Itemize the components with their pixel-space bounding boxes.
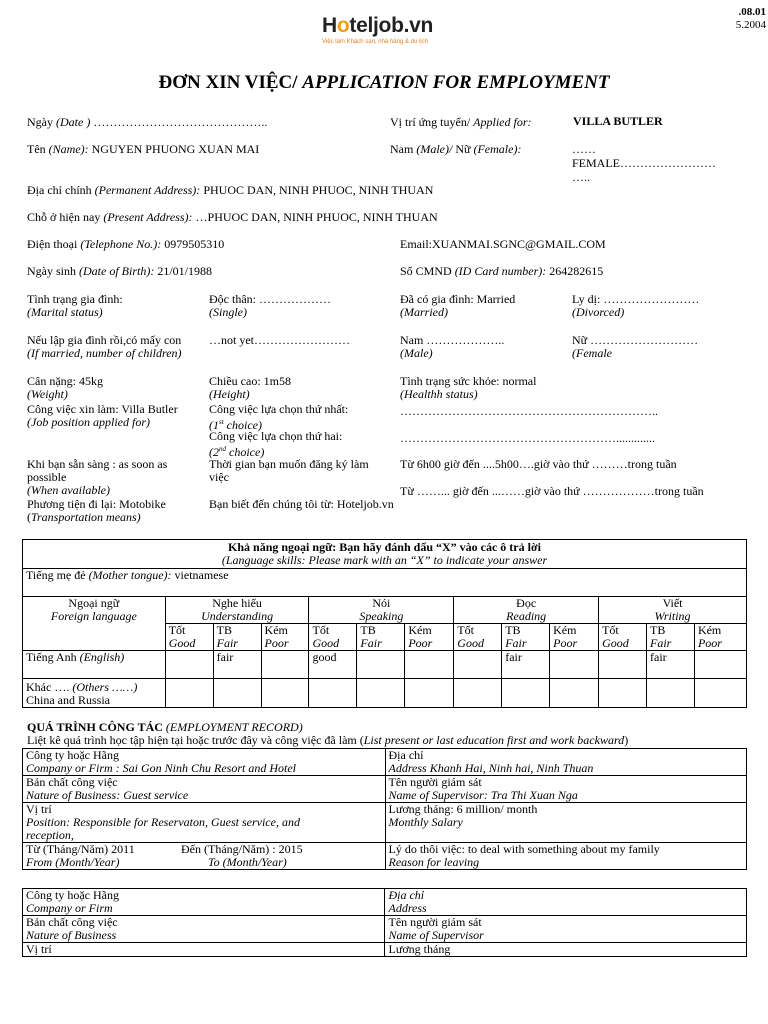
form-code-line1: .08.01 bbox=[738, 6, 766, 18]
date-value: …………………………………….. bbox=[90, 115, 268, 129]
gender-male-vn: Nam bbox=[390, 142, 417, 156]
other-cell bbox=[261, 679, 309, 708]
record1-supervisor bbox=[385, 776, 747, 803]
level-good-vn: Tốt bbox=[602, 623, 619, 637]
record1-row-dates bbox=[23, 843, 747, 870]
other-language-row bbox=[23, 679, 747, 708]
instructions-close: ) bbox=[624, 733, 629, 747]
other-language-value: China and Russia bbox=[26, 693, 110, 707]
record1-nature bbox=[23, 776, 386, 803]
other-cell bbox=[550, 679, 599, 708]
source-field: Bạn biết đến chúng tôi từ: Hoteljob.vn bbox=[209, 497, 394, 511]
employment-record-1 bbox=[22, 748, 747, 870]
other-cell bbox=[405, 679, 454, 708]
record1-company bbox=[23, 749, 386, 776]
level-poor bbox=[550, 624, 599, 651]
second-choice-label: Công việc lựa chọn thứ hai: bbox=[209, 429, 343, 443]
language-header-vn: Khả năng ngoại ngữ: Bạn hãy đánh dấu “X” vào các ô trả lời bbox=[228, 540, 541, 554]
record1-supervisor-en: Name of Supervisor: Tra Thi Xuan Nga bbox=[388, 788, 578, 802]
health-label-en: (Healthh status) bbox=[400, 387, 478, 401]
skill-understanding-en: Understanding bbox=[201, 609, 274, 623]
other-language-vn: Khác …. bbox=[26, 680, 73, 694]
record1-row-nature bbox=[23, 776, 747, 803]
english-cell bbox=[454, 651, 502, 679]
record1-position bbox=[23, 803, 386, 843]
level-good-vn: Tốt bbox=[168, 623, 186, 637]
gender-label bbox=[390, 143, 521, 156]
record2-row-company bbox=[23, 889, 747, 916]
second-choice-en-pre: (2 bbox=[209, 445, 219, 459]
logo-text-o: o bbox=[336, 14, 350, 37]
record2-nature-vn: Bản chất công việc bbox=[26, 915, 118, 929]
record2-supervisor bbox=[385, 916, 747, 943]
gender-value: FEMALE…………………… bbox=[572, 156, 716, 170]
record1-nature-en: Nature of Business: Guest service bbox=[26, 788, 189, 802]
height-field: Chiều cao: 1m58 bbox=[209, 374, 291, 388]
other-cell bbox=[357, 679, 405, 708]
record1-salary bbox=[385, 803, 747, 843]
level-poor-vn: Kém bbox=[408, 623, 432, 637]
foreign-language-vn: Ngoại ngữ bbox=[68, 596, 120, 610]
gender-female-en: (Female): bbox=[473, 142, 522, 156]
married-option: Đã có gia đình: Married bbox=[400, 292, 516, 306]
record1-row-company bbox=[23, 749, 747, 776]
english-cell bbox=[405, 651, 454, 679]
level-fair-en: Fair bbox=[650, 636, 672, 650]
employment-title-en: (EMPLOYMENT RECORD) bbox=[165, 720, 303, 734]
skill-speaking-en: Speaking bbox=[359, 609, 404, 623]
working-time-label-2: việc bbox=[209, 470, 229, 484]
other-cell bbox=[309, 679, 357, 708]
mother-tongue-label: Tiếng mẹ đẻ bbox=[26, 568, 89, 582]
first-choice-value: ……………………………………………………….. bbox=[400, 404, 658, 418]
level-fair-vn: TB bbox=[650, 623, 666, 637]
language-header-en: (Language skills: Please mark with an “X” to indicate your answer bbox=[221, 553, 548, 567]
single-option-en: (Single) bbox=[209, 305, 247, 319]
level-good-vn: Tốt bbox=[312, 623, 330, 637]
phone-field bbox=[27, 238, 224, 251]
marital-label-en: (Marital status) bbox=[27, 305, 103, 319]
present-label: Chỗ ở hiện nay bbox=[27, 210, 104, 224]
level-poor-en: Poor bbox=[408, 636, 433, 650]
availability-field: Khi bạn sẵn sàng : as soon as bbox=[27, 457, 168, 471]
job-applied: Công việc xin làm: Villa Butler bbox=[27, 402, 178, 416]
record1-to-en: To (Month/Year) bbox=[208, 855, 287, 869]
perm-label: Địa chỉ chính bbox=[27, 183, 95, 197]
position-label-en: Applied for: bbox=[473, 115, 532, 129]
position-label bbox=[390, 116, 532, 129]
record2-nature bbox=[23, 916, 385, 943]
divorced-option: Ly dị: …………………… bbox=[572, 292, 700, 306]
record1-position-vn: Vị trí bbox=[26, 802, 52, 816]
english-cell: fair bbox=[213, 651, 261, 679]
other-cell bbox=[502, 679, 550, 708]
availability-label-en: (When available) bbox=[27, 483, 110, 497]
record1-row-position bbox=[23, 803, 747, 843]
other-language-label bbox=[23, 679, 166, 708]
record2-salary: Lương tháng bbox=[385, 943, 747, 957]
name-field bbox=[27, 143, 259, 156]
mother-tongue-value: vietnamese bbox=[171, 568, 229, 582]
level-poor bbox=[694, 624, 746, 651]
record1-from-vn: Từ (Tháng/Năm) 2011 bbox=[26, 842, 135, 856]
record1-company-vn: Công ty hoặc Hãng bbox=[26, 748, 119, 762]
level-fair-en: Fair bbox=[360, 636, 382, 650]
record2-row-nature bbox=[23, 916, 747, 943]
children-label-en: (If married, number of children) bbox=[27, 346, 182, 360]
english-label bbox=[23, 651, 166, 679]
children-value: …not yet…………………… bbox=[209, 333, 350, 347]
title-vn: ĐƠN XIN VIỆC/ bbox=[158, 72, 303, 93]
transport-en: Transportation means) bbox=[31, 510, 141, 524]
record2-supervisor-vn: Tên người giám sát bbox=[388, 915, 482, 929]
skill-understanding bbox=[165, 597, 309, 624]
transport-paren: ( bbox=[27, 510, 31, 524]
english-cell: fair bbox=[647, 651, 695, 679]
skill-understanding-vn: Nghe hiểu bbox=[212, 596, 262, 610]
level-poor-en: Poor bbox=[697, 636, 722, 650]
second-choice-en-post: choice) bbox=[226, 445, 265, 459]
weight-label-en: (Weight) bbox=[27, 387, 68, 401]
date-field bbox=[27, 116, 267, 129]
level-fair bbox=[213, 624, 261, 651]
level-good-en: Good bbox=[168, 636, 196, 650]
second-choice-en-sup: nd bbox=[219, 445, 226, 453]
record2-address-vn: Địa chỉ bbox=[388, 888, 425, 902]
english-cell bbox=[357, 651, 405, 679]
record1-reason-en: Reason for leaving bbox=[388, 855, 480, 869]
other-language-en: (Others ……) bbox=[72, 680, 138, 694]
first-choice-en-post: choice) bbox=[223, 418, 262, 432]
job-applied-en: (Job position applied for) bbox=[27, 415, 150, 429]
phone-value: 0979505310 bbox=[161, 237, 225, 251]
name-label-en: (Name): bbox=[48, 142, 89, 156]
logo-text-h: H bbox=[322, 14, 337, 37]
form-code-line2: 5.2004 bbox=[735, 19, 766, 31]
level-good bbox=[309, 624, 357, 651]
present-address bbox=[27, 211, 438, 224]
record1-salary-vn: Lương tháng: 6 million/ month bbox=[388, 802, 538, 816]
employment-record-2 bbox=[22, 888, 747, 957]
gender-dots-2: ….. bbox=[572, 170, 590, 184]
mother-tongue-cell bbox=[23, 569, 747, 597]
working-time-row-1: Từ 6h00 giờ đến ....5h00….giờ vào thứ ………trong tuần bbox=[400, 457, 677, 471]
gender-male-en: (Male)/ bbox=[416, 142, 456, 156]
foreign-language-en: Foreign language bbox=[50, 609, 137, 623]
english-cell bbox=[261, 651, 309, 679]
other-cell bbox=[694, 679, 746, 708]
gender-female-vn: Nữ bbox=[455, 142, 474, 156]
page-title bbox=[0, 72, 768, 94]
record1-salary-en: Monthly Salary bbox=[388, 815, 463, 829]
title-en: APPLICATION FOR EMPLOYMENT bbox=[302, 72, 610, 93]
skill-writing bbox=[599, 597, 747, 624]
record2-company-vn: Công ty hoặc Hãng bbox=[26, 888, 119, 902]
skill-header-row bbox=[23, 597, 747, 624]
phone-label: Điện thoại bbox=[27, 237, 81, 251]
level-fair bbox=[502, 624, 550, 651]
availability-field-2: possible bbox=[27, 470, 67, 484]
position-value: VILLA BUTLER bbox=[573, 114, 663, 128]
dob-value: 21/01/1988 bbox=[154, 264, 212, 278]
record1-address-en: Address Khanh Hai, Ninh hai, Ninh Thuan bbox=[388, 761, 594, 775]
height-label-en: (Height) bbox=[209, 387, 250, 401]
id-card-field bbox=[400, 265, 603, 278]
english-row bbox=[23, 651, 747, 679]
mother-tongue-row bbox=[23, 569, 747, 597]
english-label-vn: Tiếng Anh bbox=[26, 650, 80, 664]
skill-writing-en: Writing bbox=[654, 609, 691, 623]
english-label-en: (English) bbox=[79, 650, 125, 664]
level-fair-vn: TB bbox=[505, 623, 521, 637]
record1-nature-vn: Bản chất công việc bbox=[26, 775, 118, 789]
dob-label-en: (Date of Birth): bbox=[79, 264, 155, 278]
position-label-vn: Vị trí ứng tuyển/ bbox=[390, 115, 474, 129]
language-header-row bbox=[23, 540, 747, 569]
english-cell bbox=[550, 651, 599, 679]
level-poor bbox=[261, 624, 309, 651]
mother-tongue-label-en: (Mother tongue): bbox=[88, 568, 172, 582]
level-poor-vn: Kém bbox=[697, 623, 722, 637]
english-cell bbox=[165, 651, 213, 679]
name-value: NGUYEN PHUONG XUAN MAI bbox=[88, 142, 260, 156]
record1-from-en: From (Month/Year) bbox=[26, 855, 120, 869]
level-good-en: Good bbox=[457, 636, 484, 650]
id-label: Số CMND bbox=[400, 264, 455, 278]
other-cell bbox=[454, 679, 502, 708]
language-header bbox=[23, 540, 747, 569]
record2-company-en: Company or Firm bbox=[26, 901, 113, 915]
children-female-en: (Female bbox=[572, 346, 612, 360]
instructions-en: List present or last education first and work backward bbox=[363, 733, 625, 747]
transport-field: Phương tiện đi lại: Motobike bbox=[27, 497, 166, 511]
single-option: Độc thân: ……………… bbox=[209, 292, 331, 306]
record1-company-en: Company or Firm : Sai Gon Ninh Chu Resort and Hotel bbox=[26, 761, 296, 775]
children-label: Nếu lập gia đình rồi,có mấy con bbox=[27, 333, 182, 347]
record1-dates bbox=[23, 843, 386, 870]
record2-supervisor-en: Name of Supervisor bbox=[388, 928, 484, 942]
present-label-en: (Present Address): bbox=[103, 210, 193, 224]
record1-supervisor-vn: Tên người giám sát bbox=[388, 775, 482, 789]
level-fair bbox=[647, 624, 695, 651]
permanent-address bbox=[27, 184, 433, 197]
second-choice-value: ………………………………………………............. bbox=[400, 431, 655, 445]
weight-field: Cân nặng: 45kg bbox=[27, 374, 103, 388]
gender-dots-1: …… bbox=[572, 142, 596, 156]
employment-title-vn: QUÁ TRÌNH CÔNG TÁC bbox=[27, 720, 166, 734]
transport-label-en bbox=[27, 511, 141, 524]
foreign-language-header bbox=[23, 597, 166, 651]
skill-writing-vn: Viết bbox=[662, 596, 683, 610]
level-poor-vn: Kém bbox=[264, 623, 288, 637]
record2-position: Vị trí bbox=[23, 943, 385, 957]
email-field: Email:XUANMAI.SGNC@GMAIL.COM bbox=[400, 237, 606, 251]
first-choice-en-pre: (1 bbox=[209, 418, 219, 432]
first-choice-label: Công việc lựa chọn thứ nhất: bbox=[209, 402, 349, 416]
dob-label: Ngày sinh bbox=[27, 264, 79, 278]
skill-reading-vn: Đọc bbox=[516, 596, 537, 610]
phone-label-en: (Telephone No.): bbox=[80, 237, 162, 251]
children-male: Nam ……………….. bbox=[400, 333, 505, 347]
skill-reading bbox=[454, 597, 599, 624]
divorced-option-en: (Divorced) bbox=[572, 305, 625, 319]
present-value: …PHUOC DAN, NINH PHUOC, NINH THUAN bbox=[192, 210, 438, 224]
level-good-vn: Tốt bbox=[457, 623, 474, 637]
form-code bbox=[736, 6, 766, 32]
dob-field bbox=[27, 265, 212, 278]
record2-nature-en: Nature of Business bbox=[26, 928, 117, 942]
name-label: Tên bbox=[27, 142, 49, 156]
record1-address bbox=[385, 749, 747, 776]
other-cell bbox=[599, 679, 647, 708]
skill-speaking bbox=[309, 597, 454, 624]
record1-position-en-2: reception, bbox=[26, 828, 74, 842]
health-field: Tình trạng sức khỏe: normal bbox=[400, 374, 537, 388]
level-poor-vn: Kém bbox=[553, 623, 577, 637]
level-poor bbox=[405, 624, 454, 651]
level-fair bbox=[357, 624, 405, 651]
record1-reason bbox=[385, 843, 747, 870]
level-fair-vn: TB bbox=[360, 623, 376, 637]
logo-tagline: Việc làm Khách sạn, nhà hàng & du lịch bbox=[322, 39, 428, 45]
level-good bbox=[165, 624, 213, 651]
perm-label-en: (Permanent Address): bbox=[94, 183, 201, 197]
skill-speaking-vn: Nói bbox=[372, 596, 391, 610]
language-table bbox=[22, 539, 747, 708]
level-good bbox=[454, 624, 502, 651]
english-cell: fair bbox=[502, 651, 550, 679]
english-cell: good bbox=[309, 651, 357, 679]
perm-value: PHUOC DAN, NINH PHUOC, NINH THUAN bbox=[200, 183, 434, 197]
date-label-en: (Date ) bbox=[56, 115, 91, 129]
level-fair-en: Fair bbox=[505, 636, 527, 650]
level-poor-en: Poor bbox=[553, 636, 578, 650]
other-cell bbox=[647, 679, 695, 708]
other-cell bbox=[165, 679, 213, 708]
record2-address-en: Address bbox=[388, 901, 427, 915]
instructions-vn: Liệt kê quá trình học tập hiện tại hoặc trước đây và công việc đã làm ( bbox=[27, 733, 364, 747]
other-cell bbox=[213, 679, 261, 708]
date-label: Ngày bbox=[27, 115, 56, 129]
record2-row-position bbox=[23, 943, 747, 957]
skill-reading-en: Reading bbox=[506, 609, 547, 623]
working-time-row-2: Từ ……... giờ đến ...……giờ vào thứ ………………trong tuần bbox=[400, 484, 704, 498]
logo-text-rest: teljob.vn bbox=[349, 14, 434, 37]
hoteljob-logo bbox=[322, 14, 448, 45]
record1-position-en: Position: Responsible for Reservaton, Guest service, and bbox=[26, 815, 300, 829]
first-choice-en-sup: st bbox=[219, 418, 224, 426]
level-fair-vn: TB bbox=[216, 623, 232, 637]
english-cell bbox=[599, 651, 647, 679]
record2-address bbox=[385, 889, 747, 916]
record1-reason-vn: Lý do thôi việc: to deal with something about my family bbox=[388, 842, 660, 856]
marital-label: Tình trạng gia đình: bbox=[27, 292, 123, 306]
working-time-label: Thời gian bạn muốn đăng ký làm bbox=[209, 457, 369, 471]
level-good-en: Good bbox=[602, 636, 629, 650]
level-poor-en: Poor bbox=[264, 636, 289, 650]
id-label-en: (ID Card number): bbox=[454, 264, 547, 278]
level-good bbox=[599, 624, 647, 651]
english-cell bbox=[694, 651, 746, 679]
married-option-en: (Married) bbox=[400, 305, 448, 319]
record1-address-vn: Địa chỉ bbox=[388, 748, 424, 762]
record1-to-vn: Đến (Tháng/Năm) : 2015 bbox=[181, 842, 303, 856]
level-fair-en: Fair bbox=[216, 636, 238, 650]
level-good-en: Good bbox=[312, 636, 340, 650]
id-value: 264282615 bbox=[546, 264, 604, 278]
children-male-en: (Male) bbox=[400, 346, 433, 360]
record2-company bbox=[23, 889, 385, 916]
children-female: Nữ ……………………… bbox=[572, 333, 699, 347]
employment-instructions bbox=[27, 734, 628, 747]
